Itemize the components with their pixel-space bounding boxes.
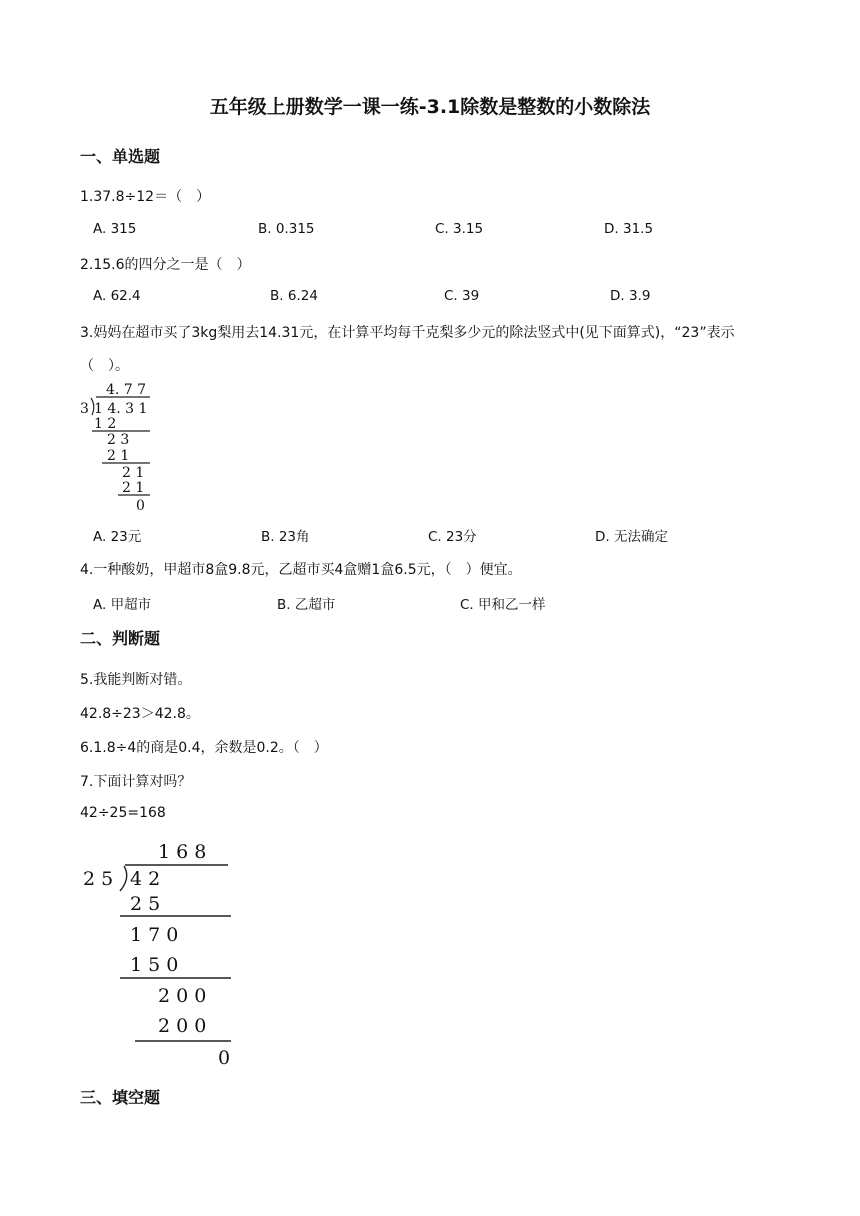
q3-divisor: 3 bbox=[80, 401, 89, 417]
q1-option-b: B. 0.315 bbox=[258, 221, 315, 237]
q3-step-5: 2 1 bbox=[122, 480, 145, 496]
section-heading-single-choice: 一、单选题 bbox=[80, 147, 161, 166]
q7-long-division-figure bbox=[78, 835, 238, 1070]
q3-step-6: 0 bbox=[136, 498, 145, 514]
q2-option-d: D. 3.9 bbox=[610, 288, 651, 304]
question-5-expression: 42.8÷23＞42.8。 bbox=[80, 706, 200, 722]
question-6-text: 6.1.8÷4的商是0.4，余数是0.2。（ ） bbox=[80, 740, 328, 756]
q2-option-a: A. 62.4 bbox=[93, 288, 141, 304]
q7-divisor: 2 5 bbox=[83, 868, 114, 890]
question-7-text: 7.下面计算对吗？ bbox=[80, 774, 192, 790]
q2-option-c: C. 39 bbox=[444, 288, 480, 304]
q7-step-4: 2 0 0 bbox=[158, 985, 207, 1007]
q3-step-1: 1 2 bbox=[94, 416, 117, 432]
q1-option-c: C. 3.15 bbox=[435, 221, 484, 237]
q3-option-b: B. 23角 bbox=[261, 529, 310, 545]
question-3-text-line1: 3.妈妈在超市买了3kg梨用去14.31元，在计算平均每千克梨多少元的除法竖式中(见下面算式)，“23”表示 bbox=[80, 325, 735, 341]
question-7-expression: 42÷25=168 bbox=[80, 805, 166, 821]
q3-quotient: 4. 7 7 bbox=[106, 382, 147, 398]
q4-option-c: C. 甲和乙一样 bbox=[460, 597, 546, 613]
q3-option-d: D. 无法确定 bbox=[595, 529, 668, 545]
q3-option-c: C. 23分 bbox=[428, 529, 477, 545]
q7-step-2: 1 7 0 bbox=[130, 924, 179, 946]
question-3-text-line2: （ ）。 bbox=[80, 358, 129, 374]
page-title: 五年级上册数学一课一练-3.1除数是整数的小数除法 bbox=[209, 96, 651, 118]
q4-option-a: A. 甲超市 bbox=[93, 597, 152, 613]
question-1-text: 1.37.8÷12＝（ ） bbox=[80, 189, 211, 205]
question-5-text: 5.我能判断对错。 bbox=[80, 672, 192, 688]
q3-step-4: 2 1 bbox=[122, 465, 145, 481]
q3-option-a: A. 23元 bbox=[93, 529, 142, 545]
q7-step-6: 0 bbox=[218, 1047, 231, 1069]
q3-step-2: 2 3 bbox=[107, 432, 130, 448]
q1-option-d: D. 31.5 bbox=[604, 221, 654, 237]
q7-step-3: 1 5 0 bbox=[130, 954, 179, 976]
q3-step-3: 2 1 bbox=[107, 448, 130, 464]
q1-option-a: A. 315 bbox=[93, 221, 137, 237]
section-heading-fill-blank: 三、填空题 bbox=[80, 1088, 161, 1107]
q4-option-b: B. 乙超市 bbox=[277, 597, 336, 613]
q3-long-division-figure bbox=[78, 380, 158, 515]
question-4-text: 4.一种酸奶，甲超市8盒9.8元，乙超市买4盒赠1盒6.5元，（ ）便宜。 bbox=[80, 562, 522, 578]
section-heading-true-false: 二、判断题 bbox=[80, 629, 161, 648]
q7-dividend: 4 2 bbox=[130, 868, 161, 890]
q3-dividend: 1 4. 3 1 bbox=[94, 401, 148, 417]
question-2-text: 2.15.6的四分之一是（ ） bbox=[80, 257, 251, 273]
q7-step-5: 2 0 0 bbox=[158, 1015, 207, 1037]
q7-step-1: 2 5 bbox=[130, 893, 161, 915]
q7-quotient: 1 6 8 bbox=[158, 841, 207, 863]
q2-option-b: B. 6.24 bbox=[270, 288, 318, 304]
